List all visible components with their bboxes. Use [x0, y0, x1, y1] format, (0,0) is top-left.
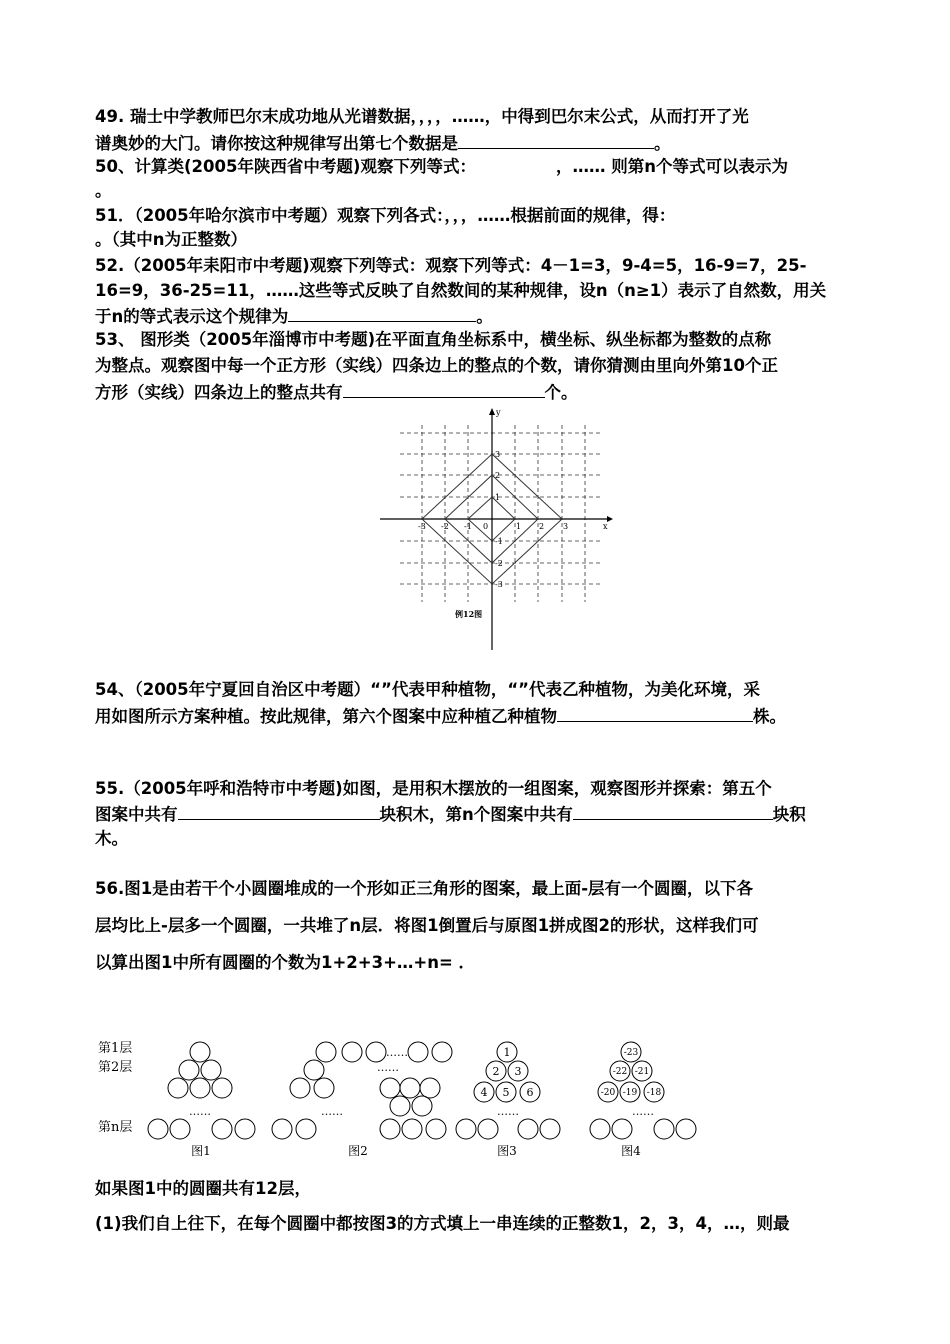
y-tick-label: -2 — [495, 559, 503, 568]
circle-number: 6 — [526, 1086, 534, 1099]
q55-answer-blank-1[interactable] — [178, 803, 380, 820]
y-tick-label: 1 — [495, 493, 501, 502]
figure-caption: 图4 — [621, 1144, 641, 1158]
q52-answer-blank[interactable] — [288, 305, 476, 322]
q50-text: 50、计算类(2005年陕西省中考题)观察下列等式： — [95, 157, 476, 176]
y-tick-label: -3 — [495, 580, 503, 589]
figure-caption: 图3 — [497, 1144, 517, 1158]
q49-text: 谱奥妙的大门。请你按这种规律写出第七个数据是 — [95, 134, 458, 153]
q55-answer-blank-2[interactable] — [573, 803, 773, 820]
q52-text: 于n的等式表示这个规律为 — [95, 307, 289, 326]
circle-number: 3 — [514, 1065, 522, 1078]
origin-label: 0 — [483, 522, 489, 531]
y-axis-arrow-icon — [489, 408, 495, 415]
layer-n-label: 第n层 — [98, 1120, 133, 1135]
q53-line1: 53、 图形类（2005年淄博市中考题)在平面直角坐标系中，横坐标、纵坐标都为整数的点称 — [95, 330, 772, 349]
layer-2-label: 第2层 — [98, 1060, 133, 1075]
q55-text: 图案中共有 — [95, 805, 178, 824]
y-tick-label: 2 — [495, 471, 501, 480]
q55-text-mid: 块积木，第n个图案中共有 — [379, 805, 573, 824]
circle-number: 2 — [492, 1065, 500, 1078]
q53-line3 — [95, 381, 578, 404]
q54-answer-blank[interactable] — [557, 705, 753, 722]
y-tick-label: 3 — [495, 450, 501, 459]
circle-number: 1 — [503, 1046, 511, 1059]
q51-line1: 51．（2005年哈尔滨市中考题）观察下列各式：，，，……根据前面的规律，得： — [95, 206, 676, 225]
x-tick-label: 3 — [563, 522, 569, 531]
circle-number: 5 — [502, 1086, 510, 1099]
q56-line1: 56.图1是由若干个小圆圈堆成的一个形如正三角形的图案，最上面-层有一个圆圈，以下各 — [95, 879, 754, 898]
q55-line2 — [95, 803, 806, 826]
q52-line1: 52.（2005年耒阳市中考题)观察下列等式：观察下列等式：4－1=3，9-4=5，16-9=7，25- — [95, 256, 807, 275]
x-axis-arrow-icon — [607, 516, 613, 522]
circle-number: -23 — [623, 1048, 639, 1058]
dots: …… — [377, 1061, 399, 1074]
circle-number: -19 — [622, 1088, 638, 1098]
q55-line1: 55.（2005年呼和浩特市中考题)如图，是用积木摆放的一组图案，观察图形并探索：第五个 — [95, 779, 772, 798]
dots: …… — [321, 1105, 343, 1118]
q54-text: 用如图所示方案种植。按此规律，第六个图案中应种植乙种植物 — [95, 707, 557, 726]
dots: …… — [497, 1105, 519, 1118]
circle-number: 4 — [480, 1086, 488, 1099]
q49-line1: 49. 瑞士中学教师巴尔末成功地从光谱数据，，，，……，中得到巴尔末公式，从而打开了光 — [95, 107, 749, 126]
x-tick-label: -3 — [418, 522, 426, 531]
q54-unit: 株。 — [753, 707, 786, 726]
q51-line2: 。（其中n为正整数） — [95, 230, 247, 249]
q52-line3 — [95, 305, 493, 328]
q56-cont-line2: (1)我们自上往下，在每个圆圈中都按图3的方式填上一串连续的正整数1，2，3，4，…，则最 — [95, 1214, 790, 1233]
dots: …… — [632, 1105, 654, 1118]
q50-line2: 。 — [95, 181, 112, 200]
circle-number: -22 — [612, 1067, 628, 1077]
q52-line2: 16=9，36-25=11，……这些等式反映了自然数间的某种规律，设n（n≥1）表示了自然数，用关 — [95, 281, 827, 300]
q53-answer-blank[interactable] — [343, 381, 545, 398]
q53-unit: 个。 — [544, 383, 578, 402]
circle-number: -21 — [634, 1067, 650, 1077]
q49-line2 — [95, 132, 671, 155]
axis-y-label: y — [496, 408, 501, 417]
q55-text-end: 块积 — [772, 805, 806, 824]
circle-number: -20 — [600, 1088, 616, 1098]
q50-line1 — [95, 156, 788, 178]
x-tick-label: -1 — [464, 522, 472, 531]
q53-text: 方形（实线）四条边上的整点共有 — [95, 383, 343, 402]
q49-period: 。 — [654, 134, 671, 153]
figure-caption: 图1 — [191, 1144, 211, 1158]
layer-1-label: 第1层 — [98, 1041, 133, 1056]
dots: …… — [189, 1105, 211, 1118]
x-tick-label: -2 — [441, 522, 449, 531]
figure-caption: 例12图 — [455, 609, 483, 619]
q49-answer-blank[interactable] — [458, 132, 654, 149]
x-tick-label: 2 — [539, 522, 545, 531]
x-tick-label: 1 — [516, 522, 522, 531]
q50-text-cont: ，…… 则第n个等式可以表示为 — [555, 157, 788, 176]
q55-line3: 木。 — [95, 829, 128, 848]
circle-number: -18 — [646, 1088, 662, 1098]
y-tick-label: -1 — [495, 537, 503, 546]
q53-coordinate-figure — [375, 405, 615, 655]
q52-period: 。 — [476, 307, 493, 326]
q56-line2: 层均比上-层多一个圆圈，一共堆了n层．将图1倒置后与原图1拼成图2的形状，这样我们可 — [95, 916, 759, 935]
figure-caption: 图2 — [348, 1144, 368, 1158]
q54-line2 — [95, 705, 786, 728]
q54-line1: 54、（2005年宁夏回自治区中考题）“”代表甲种植物，“”代表乙种植物，为美化环境，采 — [95, 680, 761, 699]
q56-cont-line1: 如果图1中的圆圈共有12层， — [95, 1179, 311, 1198]
axis-x-label: x — [603, 522, 608, 531]
q56-line3: 以算出图1中所有圆圈的个数为1+2+3+…+n= ． — [95, 953, 476, 972]
q53-line2: 为整点。观察图中每一个正方形（实线）四条边上的整点的个数，请你猜测由里向外第10个正 — [95, 356, 778, 375]
dots: …… — [386, 1046, 408, 1059]
q56-circles-figure — [90, 1030, 700, 1165]
